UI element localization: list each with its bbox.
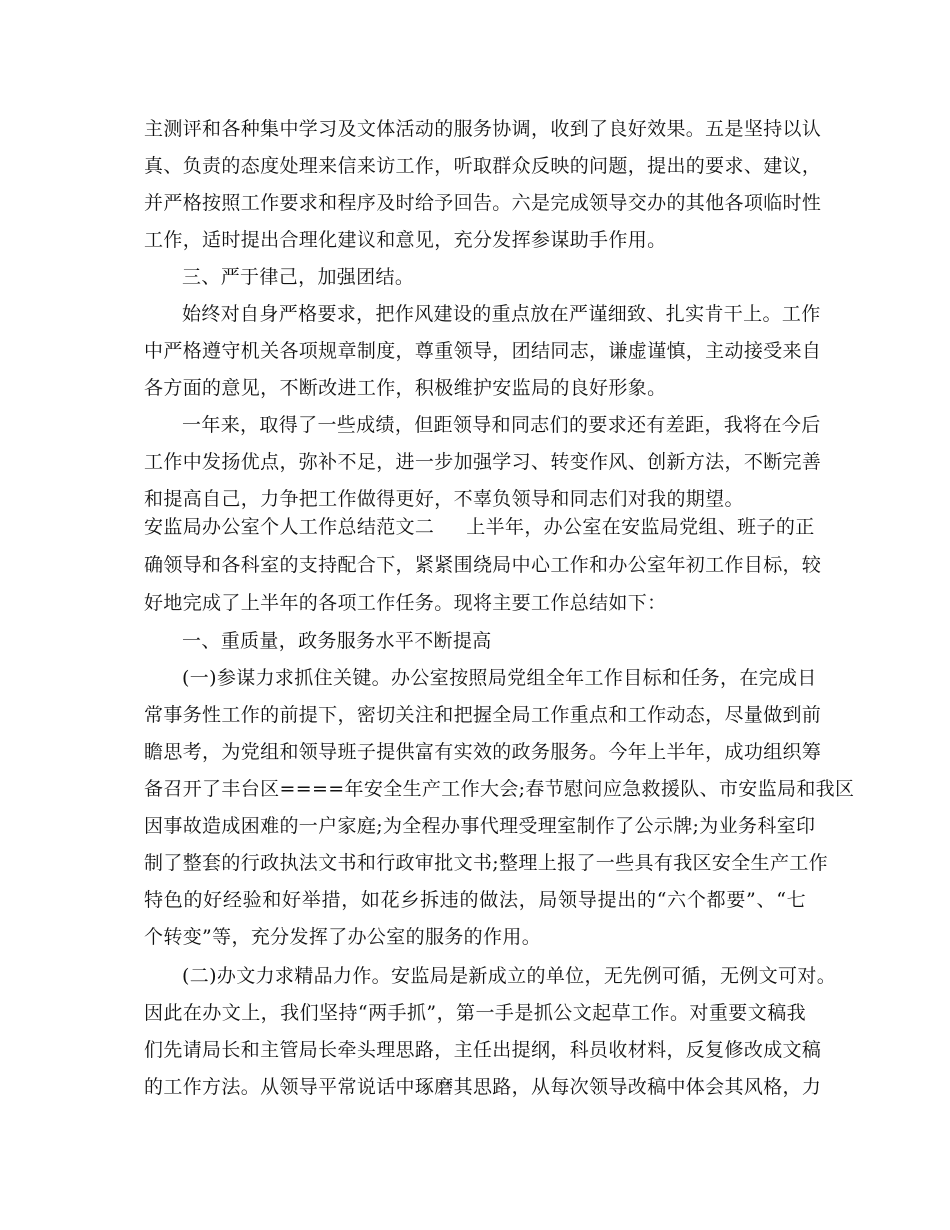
- text-line: 一年来，取得了一些成绩，但距领导和同志们的要求还有差距，我将在今后: [182, 414, 821, 436]
- text-line: 常事务性工作的前提下，密切关注和把握全局工作重点和工作动态，尽量做到前: [144, 704, 822, 726]
- text-line: 工作，适时提出合理化建议和意见，充分发挥参谋助手作用。: [144, 229, 667, 251]
- text-line: 上半年，办公室在安监局党组、班子的正: [466, 516, 815, 538]
- text-line: 的工作方法。从领导平常说话中琢磨其思路，从每次领导改稿中体会其风格，力: [144, 1076, 822, 1098]
- section-heading: 三、严于律己，加强团结。: [182, 266, 415, 288]
- text-line: 制了整套的行政执法文书和行政审批文书;整理上报了一些具有我区安全生产工作: [144, 852, 829, 874]
- text-line: 和提高自己，力争把工作做得更好，不辜负领导和同志们对我的期望。: [144, 488, 744, 510]
- text-line: 瞻思考，为党组和领导班子提供富有实效的政务服务。今年上半年，成功组织筹: [144, 741, 822, 763]
- text-line: 好地完成了上半年的各项工作任务。现将主要工作总结如下：: [144, 592, 667, 614]
- section-heading: 一、重质量，政务服务水平不断提高: [182, 630, 492, 652]
- text-line: 中严格遵守机关各项规章制度，尊重领导，团结同志，谦虚谨慎，主动接受来自: [144, 340, 822, 362]
- text-line: 备召开了丰台区====年安全生产工作大会;春节慰问应急救援队、市安监局和我区: [144, 778, 855, 800]
- text-line: 确领导和各科室的支持配合下，紧紧围绕局中心工作和办公室年初工作目标，较: [144, 554, 822, 576]
- text-line: 并严格按照工作要求和程序及时给予回告。六是完成领导交办的其他各项临时性: [144, 192, 822, 214]
- text-line: (一)参谋力求抓住关键。办公室按照局党组全年工作目标和任务，在完成日: [182, 667, 817, 689]
- text-line: 因事故造成困难的一户家庭;为全程办事代理受理室制作了公示牌;为业务科室印: [144, 815, 816, 837]
- text-line: (二)办文力求精品力作。安监局是新成立的单位，无先例可循，无例文可对。: [182, 965, 837, 987]
- text-line: 个转变”等，充分发挥了办公室的服务的作用。: [144, 926, 542, 948]
- text-line: 始终对自身严格要求，把作风建设的重点放在严谨细致、扎实肯干上。工作: [182, 303, 821, 325]
- text-line: 们先请局长和主管局长牵头理思路，主任出提纲，科员收材料，反复修改成文稿: [144, 1039, 822, 1061]
- document-title: 安监局办公室个人工作总结范文二: [144, 516, 435, 538]
- text-line: 工作中发扬优点，弥补不足，进一步加强学习、转变作风、创新方法，不断完善: [144, 451, 822, 473]
- text-line: 因此在办文上，我们坚持“两手抓”，第一手是抓公文起草工作。对重要文稿我: [144, 1002, 806, 1024]
- title-line: [144, 509, 815, 545]
- text-line: 真、负责的态度处理来信来访工作，听取群众反映的问题，提出的要求、建议，: [144, 155, 822, 177]
- text-line: 特色的好经验和好举措，如花乡拆违的做法，局领导提出的“六个都要”、“七: [144, 889, 806, 911]
- text-line: 主测评和各种集中学习及文体活动的服务协调，收到了良好效果。五是坚持以认: [144, 118, 822, 140]
- text-line: 各方面的意见，不断改进工作，积极维护安监局的良好形象。: [144, 377, 667, 399]
